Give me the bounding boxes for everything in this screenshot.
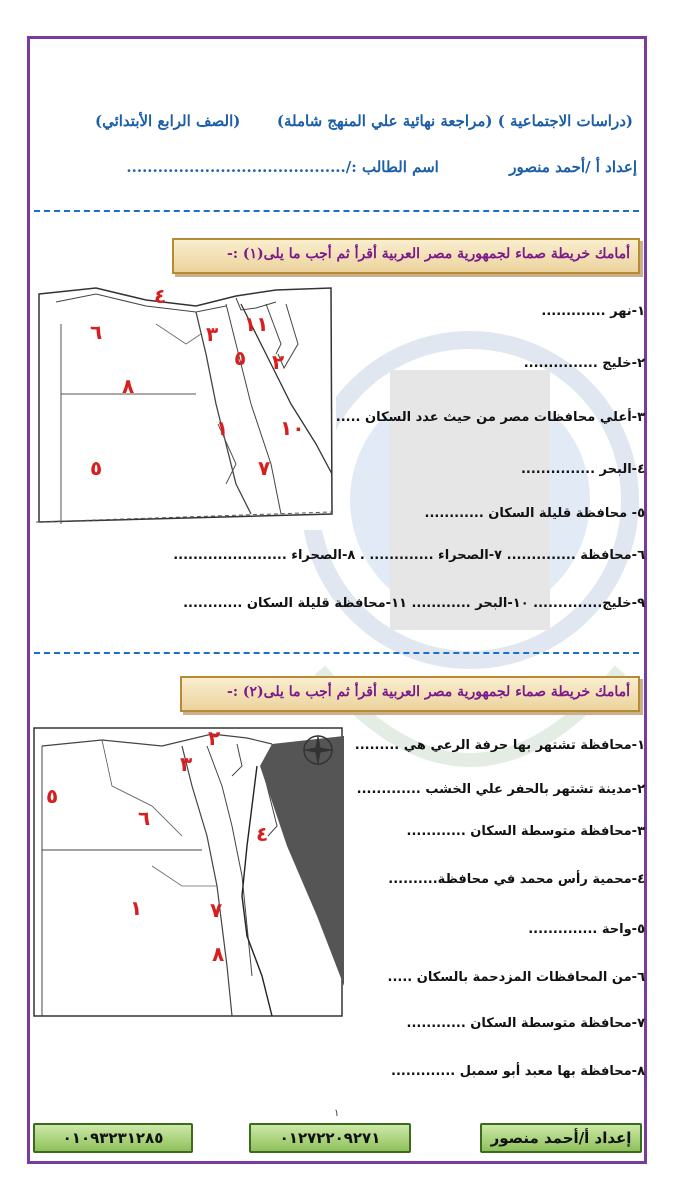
map2-label: ٧ (210, 898, 223, 922)
map1-label: ١١ (244, 312, 269, 336)
question: ١-محافظة تشتهر بها حرفة الرعي هي ......... (354, 738, 645, 753)
question: ٢-خليج ............... (523, 356, 645, 371)
map2-label: ٦ (138, 806, 151, 830)
question: ٤-محمية رأس محمد في محافظة.......... (388, 872, 645, 887)
egypt-map-1 (36, 284, 336, 530)
question: ٦-من المحافظات المزدحمة بالسكان ..... (387, 970, 645, 985)
question: ٤-البحر ............... (520, 462, 645, 477)
question: ٣-محافظة متوسطة السكان ............ (406, 824, 645, 839)
student-name-field[interactable]: اسم الطالب :/.......................................... (126, 158, 439, 176)
divider (34, 652, 639, 654)
map1-label: ٢ (272, 350, 285, 374)
map2-label: ١ (130, 896, 143, 920)
grade-label: (الصف الرابع الأبتدائي) (94, 112, 241, 130)
map1-label: ٥ (234, 346, 247, 370)
author-badge: إعداد أ/أحمد منصور (480, 1123, 642, 1153)
worksheet-title (95, 112, 633, 130)
map2-label: ٥ (46, 784, 59, 808)
map1-label: ٤ (154, 284, 167, 308)
author-label: إعداد أ /أحمد منصور (509, 158, 637, 176)
map1-label: ١٠ (280, 416, 305, 440)
map1-label: ٧ (258, 456, 271, 480)
phone2-badge: ٠١٢٧٢٢٠٩٢٧١ (249, 1123, 411, 1153)
map1-label: ١ (216, 416, 229, 440)
page-number: ١ (334, 1108, 340, 1119)
egypt-map-2 (32, 726, 344, 1018)
question: ٨-محافظة بها معبد أبو سمبل ............. (391, 1064, 645, 1079)
map1-label: ٨ (122, 374, 135, 398)
question: ٧-محافظة متوسطة السكان ............ (406, 1016, 645, 1031)
question: ١-نهر ............. (541, 304, 645, 319)
question: ٦-محافظة .............. ٧-الصحراء ............. . ٨-الصحراء ....................... (173, 548, 645, 563)
map2-label: ٨ (212, 942, 225, 966)
section2-banner (180, 676, 640, 712)
question: ٥- محافظة قليلة السكان ............ (424, 506, 645, 521)
section1-banner (172, 238, 640, 274)
question: ٩-خليج.............. ١٠-البحر ............ ١١-محافظة قليلة السكان ............ (183, 596, 645, 611)
question: ٢-مدينة تشتهر بالحفر علي الخشب ............. (356, 782, 645, 797)
map2-label: ٢ (208, 726, 221, 750)
map1-label: ٣ (206, 322, 219, 346)
question: ٥-واحة .............. (528, 922, 645, 937)
divider (34, 210, 639, 212)
author-line (126, 158, 637, 176)
section2-title: أمامك خريطة صماء لجمهورية مصر العربية أقرأ ثم أجب ما يلى(٢) :- (227, 684, 630, 700)
compass-rose-icon (300, 732, 336, 768)
question: ٣-أعلي محافظات مصر من حيث عدد السكان ..... (335, 410, 645, 425)
section1-title: أمامك خريطة صماء لجمهورية مصر العربية أقرأ ثم أجب ما يلى(١) :- (227, 246, 630, 262)
map2-label: ٤ (256, 822, 269, 846)
phone1-badge: ٠١٠٩٣٢٣١٢٨٥ (33, 1123, 193, 1153)
map1-label: ٥ (90, 456, 103, 480)
subject-title: (دراسات الاجتماعية ) (مراجعة نهائية علي المنهج شاملة) (276, 112, 633, 130)
map1-label: ٦ (90, 320, 103, 344)
map2-label: ٣ (180, 752, 193, 776)
map1-outline (36, 284, 336, 530)
